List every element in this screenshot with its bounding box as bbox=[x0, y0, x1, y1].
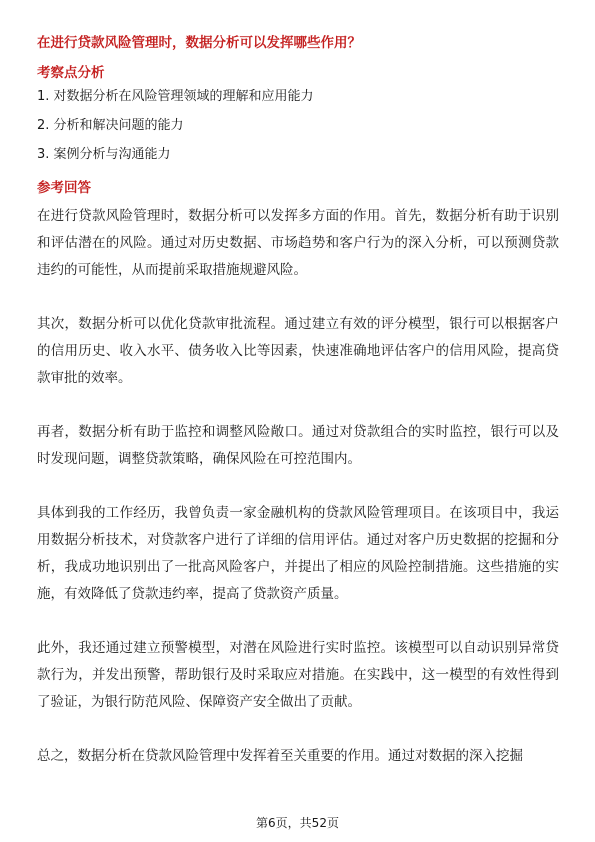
analysis-points-list bbox=[37, 87, 567, 174]
analysis-point: 1. 对数据分析在风险管理领域的理解和应用能力 bbox=[37, 89, 314, 104]
answer-section-title: 参考回答 bbox=[37, 180, 91, 196]
analysis-section-title: 考察点分析 bbox=[37, 65, 105, 81]
answer-paragraph: 在进行贷款风险管理时，数据分析可以发挥多方面的作用。首先，数据分析有助于识别和评估潜在的风险。通过对历史数据、市场趋势和客户行为的深入分析，可以预测贷款违约的可能性，从而提前采取措施规避风险。 bbox=[37, 208, 559, 278]
answer-body bbox=[37, 203, 559, 797]
question-heading: 在进行贷款风险管理时，数据分析可以发挥哪些作用？ bbox=[37, 35, 361, 51]
analysis-point: 2. 分析和解决问题的能力 bbox=[37, 118, 184, 133]
answer-paragraph: 再者，数据分析有助于监控和调整风险敞口。通过对贷款组合的实时监控，银行可以及时发现问题，调整贷款策略，确保风险在可控范围内。 bbox=[37, 424, 559, 467]
answer-paragraph: 具体到我的工作经历，我曾负责一家金融机构的贷款风险管理项目。在该项目中，我运用数据分析技术，对贷款客户进行了详细的信用评估。通过对客户历史数据的挖掘和分析，我成功地识别出了一批高风险客户，并提出了相应的风险控制措施。这些措施的实施，有效降低了贷款违约率，提高了贷款资产质量。 bbox=[37, 505, 559, 602]
answer-paragraph: 其次，数据分析可以优化贷款审批流程。通过建立有效的评分模型，银行可以根据客户的信用历史、收入水平、债务收入比等因素，快速准确地评估客户的信用风险，提高贷款审批的效率。 bbox=[37, 316, 559, 386]
answer-paragraph: 总之，数据分析在贷款风险管理中发挥着至关重要的作用。通过对数据的深入挖掘 bbox=[37, 748, 523, 764]
analysis-point: 3. 案例分析与沟通能力 bbox=[37, 147, 171, 162]
page-number-footer: 第6页，共52页 bbox=[256, 816, 339, 830]
answer-paragraph: 此外，我还通过建立预警模型，对潜在风险进行实时监控。该模型可以自动识别异常贷款行为，并发出预警，帮助银行及时采取应对措施。在实践中，这一模型的有效性得到了验证，为银行防范风险、保障资产安全做出了贡献。 bbox=[37, 640, 559, 710]
